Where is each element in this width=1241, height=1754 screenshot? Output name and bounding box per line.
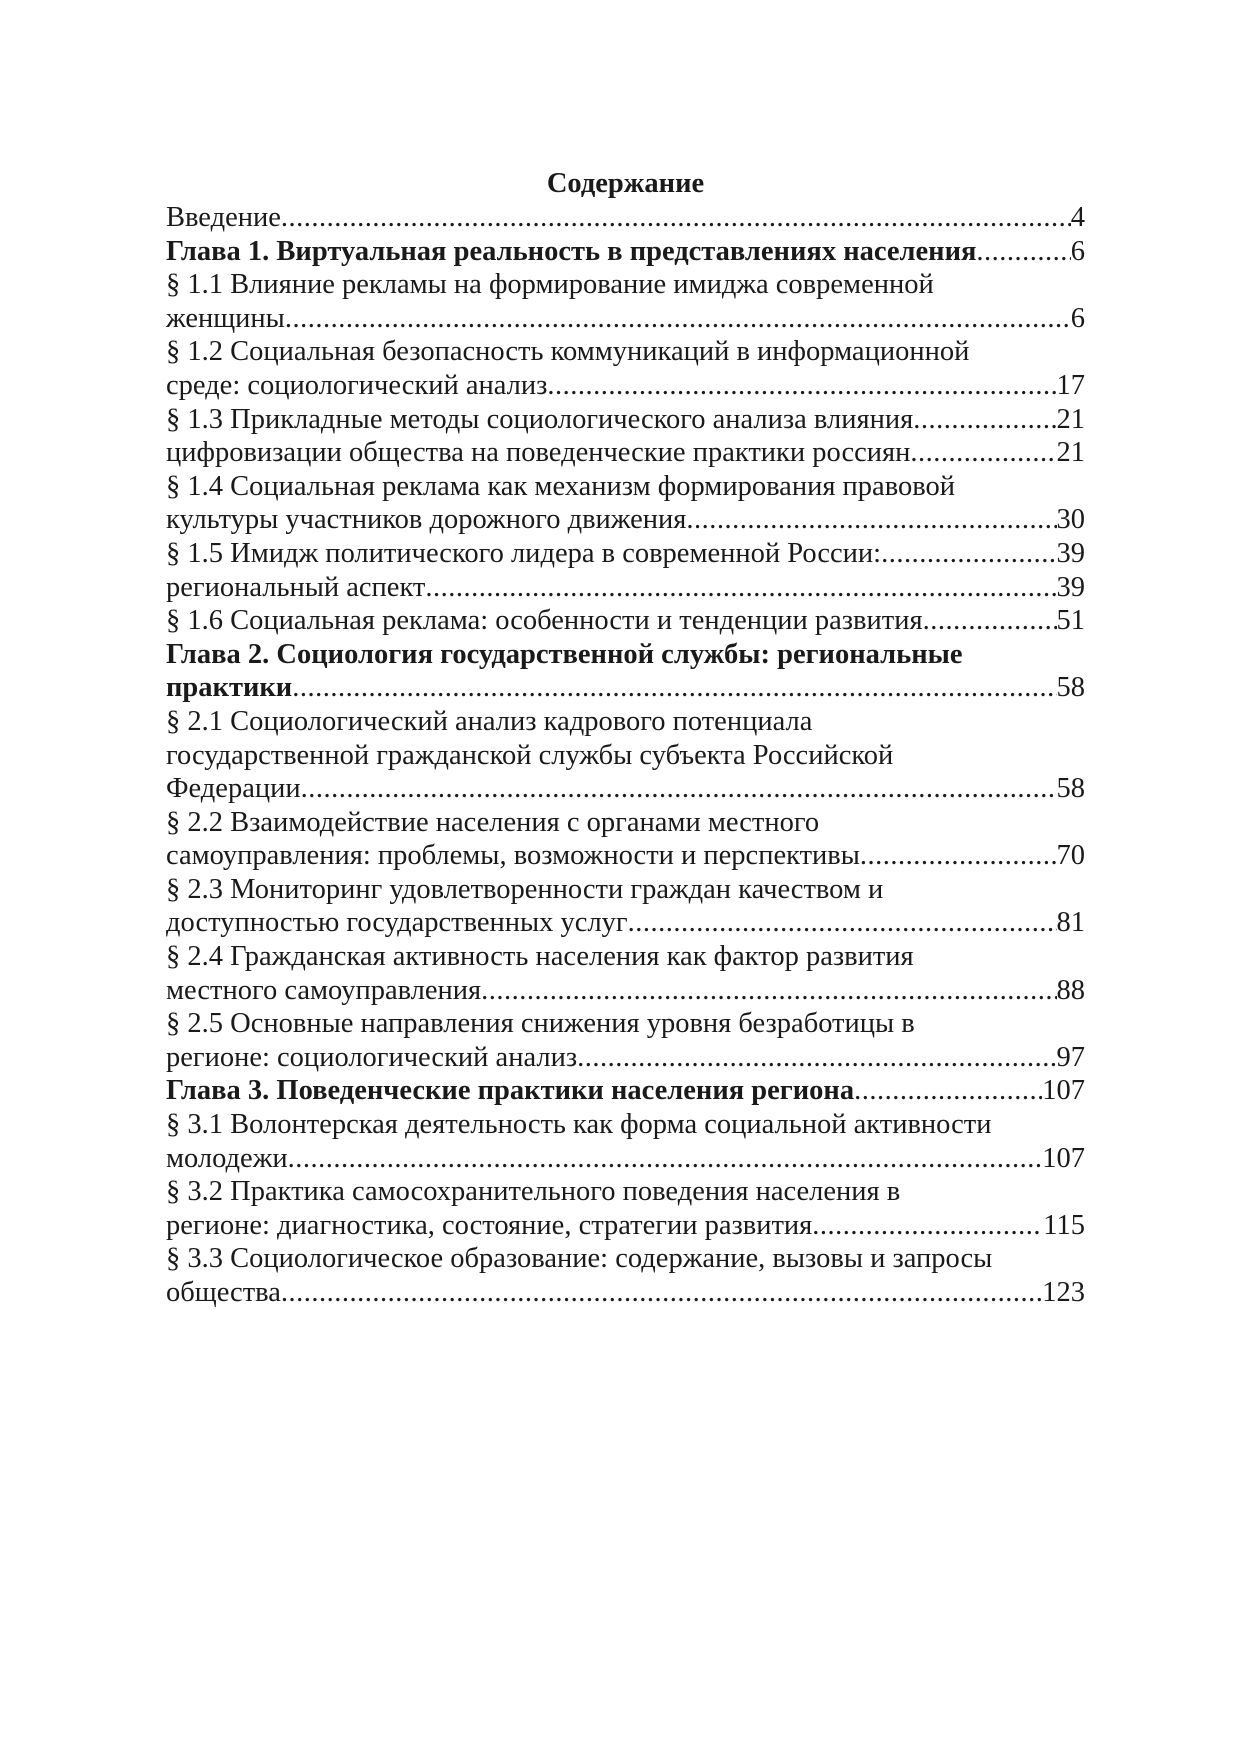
toc-entry-row [166, 369, 1085, 403]
toc-entry-text: среде: социологический анализ [166, 369, 548, 401]
toc-entry-text: § 3.2 Практика самосохранительного поведения населения в [166, 1176, 901, 1208]
toc-entry-text: Глава 3. Поведенческие практики населения региона [166, 1075, 855, 1107]
toc-entry-text: § 2.3 Мониторинг удовлетворенности граждан качеством и [166, 873, 884, 905]
toc-entry-row [166, 537, 1085, 571]
toc-entry-text: государственной гражданской службы субъекта Российской [166, 739, 894, 771]
toc-entry-row [166, 403, 1085, 437]
toc-entry-text: § 1.1 Влияние рекламы на формирование имиджа современной [166, 269, 934, 301]
toc-entry-text: § 1.2 Социальная безопасность коммуникаций в информационной [166, 336, 970, 368]
toc-entry-text: культуры участников дорожного движения [166, 504, 687, 536]
toc-entry[interactable] [166, 604, 1085, 638]
toc-entry[interactable] [166, 806, 1085, 873]
dot-leader [910, 436, 1056, 470]
toc-entry-row [166, 974, 1085, 1008]
dot-leader [881, 537, 1056, 571]
toc-page-number: 123 [1042, 1277, 1085, 1308]
toc-entry-text: местного самоуправления [166, 974, 482, 1006]
dot-leader [425, 571, 1056, 605]
toc-entry-text: регионе: социологический анализ [166, 1041, 578, 1073]
toc-entry[interactable] [166, 335, 1085, 402]
toc-page-number: 4 [1070, 202, 1085, 233]
toc-page-number: 6 [1070, 235, 1085, 267]
toc-entry[interactable] [166, 1242, 1085, 1309]
toc-entry-text: § 1.5 Имидж политического лидера в современной России: [166, 537, 882, 569]
toc-entry[interactable] [166, 1007, 1085, 1074]
toc-page-number: 39 [1056, 571, 1085, 603]
toc-entry-text: § 3.1 Волонтерская деятельность как форма социальной активности [166, 1109, 992, 1141]
toc-entry-text: общества [166, 1277, 281, 1308]
dot-leader [976, 235, 1070, 269]
toc-entry[interactable] [166, 470, 1085, 537]
toc-entry-row [166, 839, 1085, 873]
toc-entry-text: § 1.3 Прикладные методы социологического анализа влияния [166, 403, 914, 435]
toc-entry-text: регионе: диагностика, состояние, стратегии развития [166, 1209, 813, 1241]
toc-entry-text: молодежи [166, 1142, 288, 1174]
toc-entry-text: региональный аспект [166, 571, 426, 603]
toc-entry-row [166, 1142, 1085, 1176]
toc-entry[interactable] [166, 571, 1085, 605]
toc-page-number: 107 [1042, 1075, 1085, 1107]
dot-leader [923, 604, 1057, 638]
toc-entry[interactable] [166, 638, 1085, 705]
toc-entry[interactable] [166, 268, 1085, 335]
toc-entry-row [166, 604, 1085, 638]
toc-entry[interactable] [166, 705, 1085, 806]
toc-entry-row [166, 235, 1085, 269]
toc-page-number: 30 [1056, 504, 1085, 536]
dot-leader [812, 1209, 1043, 1243]
toc-entry-text: цифровизации общества на поведенческие практики россиян [166, 437, 911, 469]
toc-page-number: 51 [1056, 605, 1085, 637]
dot-leader [281, 1276, 1042, 1310]
toc-entry-text: § 2.5 Основные направления снижения уровня безработицы в [166, 1008, 915, 1040]
toc-page-number: 21 [1056, 403, 1085, 435]
toc-entry-text: Федерации [166, 773, 301, 805]
toc-entry-row [166, 1209, 1085, 1243]
toc-entry-row [166, 302, 1085, 336]
dot-leader [854, 1074, 1042, 1108]
toc-entry-row [166, 436, 1085, 470]
dot-leader [481, 974, 1056, 1008]
dot-leader [292, 671, 1056, 705]
toc-page-number: 58 [1056, 773, 1085, 805]
toc-page-number: 6 [1070, 302, 1085, 334]
toc-entry[interactable] [166, 940, 1085, 1007]
dot-leader [686, 503, 1056, 537]
toc-entry-text: § 2.4 Гражданская активность населения как фактор развития [166, 941, 914, 973]
toc-entry-row [166, 1074, 1085, 1108]
toc-entry[interactable] [166, 403, 1085, 437]
toc-entry-text: практики [166, 672, 293, 704]
toc-page-number: 70 [1056, 840, 1085, 872]
toc-page-number: 88 [1056, 974, 1085, 1006]
dot-leader [547, 369, 1056, 403]
toc-entry-text: женщины [166, 302, 285, 334]
toc-entry-text: Глава 2. Социология государственной службы: региональные [166, 638, 963, 670]
toc-entry-text: самоуправления: проблемы, возможности и перспективы [166, 840, 860, 872]
toc-page-number: 107 [1042, 1142, 1085, 1174]
toc-entry-text: Введение [166, 202, 281, 233]
table-of-contents [166, 167, 1085, 1310]
toc-entry-row [166, 503, 1085, 537]
toc-entry[interactable] [166, 873, 1085, 940]
toc-entry-row [166, 1276, 1085, 1310]
toc-entries [166, 201, 1085, 1310]
toc-entry-row [166, 201, 1085, 235]
toc-page-number: 21 [1056, 437, 1085, 469]
dot-leader [628, 906, 1057, 940]
toc-entry[interactable] [166, 537, 1085, 571]
toc-page-number: 39 [1056, 537, 1085, 569]
toc-page-number: 17 [1056, 369, 1085, 401]
dot-leader [577, 1041, 1056, 1075]
toc-entry-text: § 2.2 Взаимодействие населения с органами местного [166, 806, 820, 838]
toc-page-number: 81 [1056, 907, 1085, 939]
toc-entry-row [166, 1041, 1085, 1075]
dot-leader [288, 1142, 1043, 1176]
toc-entry[interactable] [166, 436, 1085, 470]
dot-leader [285, 302, 1071, 336]
toc-entry-row [166, 671, 1085, 705]
toc-entry[interactable] [166, 1108, 1085, 1175]
toc-entry[interactable] [166, 1074, 1085, 1108]
toc-entry-text: доступностью государственных услуг [166, 907, 628, 939]
toc-entry-row [166, 906, 1085, 940]
toc-page-number: 115 [1043, 1209, 1085, 1241]
dot-leader [860, 839, 1057, 873]
toc-entry[interactable] [166, 1175, 1085, 1242]
dot-leader [281, 201, 1071, 235]
toc-entry-text: § 1.6 Социальная реклама: особенности и тенденции развития [166, 605, 923, 637]
toc-page-number: 97 [1056, 1041, 1085, 1073]
toc-entry-row [166, 571, 1085, 605]
toc-page-number: 58 [1056, 672, 1085, 704]
toc-entry-text: § 1.4 Социальная реклама как механизм формирования правовой [166, 470, 955, 502]
toc-entry-text: Глава 1. Виртуальная реальность в представлениях населения [166, 235, 977, 267]
toc-entry[interactable] [166, 235, 1085, 269]
toc-entry-text: § 2.1 Социологический анализ кадрового потенциала [166, 705, 813, 737]
dot-leader [913, 403, 1056, 437]
toc-entry-row [166, 772, 1085, 806]
dot-leader [301, 772, 1057, 806]
page-title: Содержание [546, 168, 705, 199]
toc-entry-text: § 3.3 Социологическое образование: содержание, вызовы и запросы [166, 1243, 993, 1275]
toc-entry[interactable] [166, 201, 1085, 235]
